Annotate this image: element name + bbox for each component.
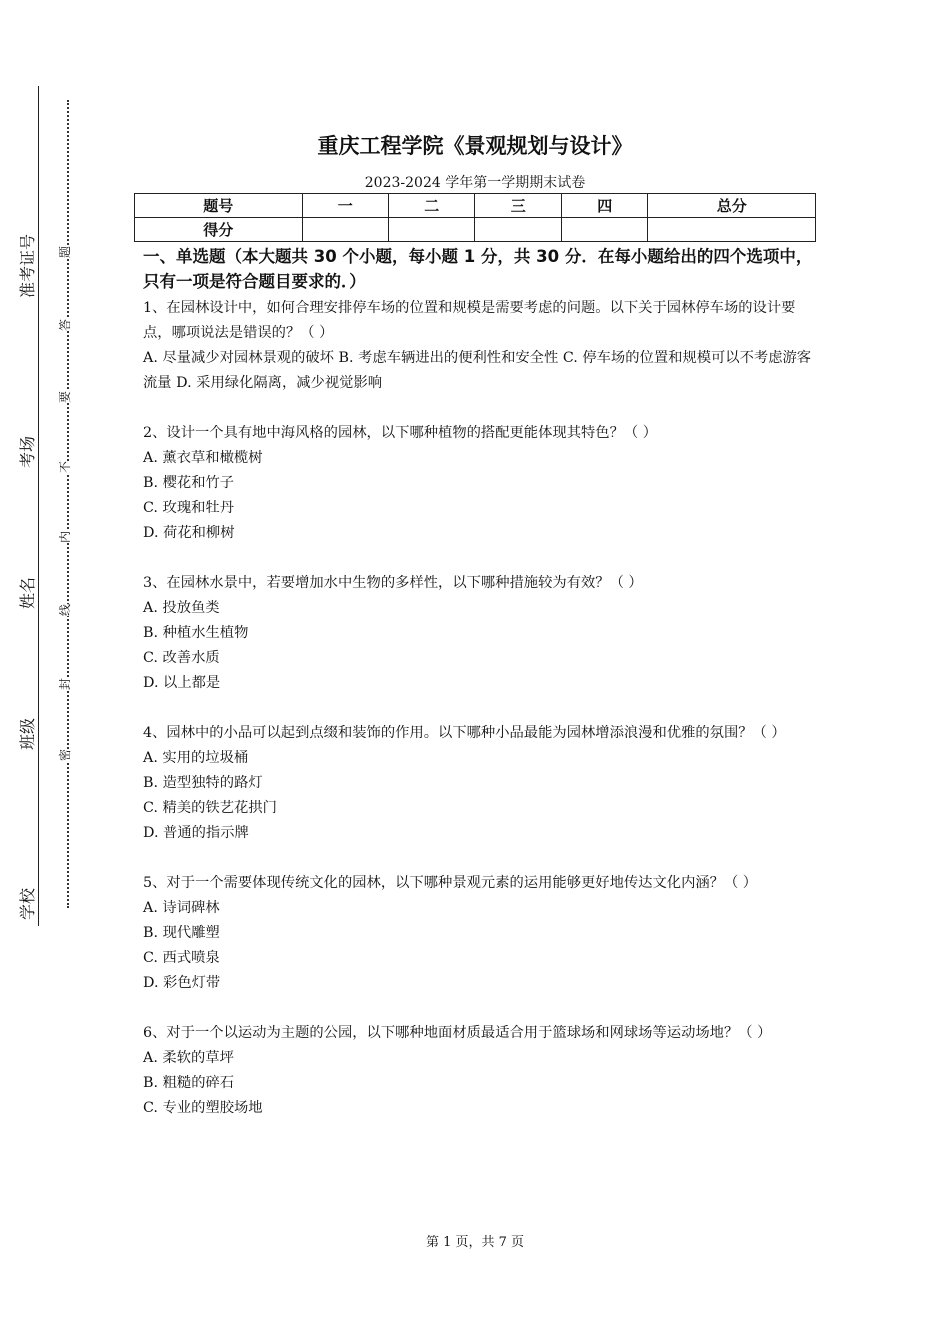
exam-content (143, 244, 819, 1146)
question-stem: 1、在园林设计中，如何合理安排停车场的位置和规模是需要考虑的问题。以下关于园林停车场的设计要点，哪项说法是错误的？（ ） (143, 300, 796, 341)
seal-char: 不 (58, 460, 73, 474)
option-c: C. 西式喷泉 (143, 950, 220, 966)
option-b: B. 造型独特的路灯 (143, 775, 263, 791)
option-c: C. 改善水质 (143, 650, 220, 666)
option-b: B. 粗糙的碎石 (143, 1075, 235, 1091)
seal-char: 密 (58, 748, 73, 762)
score-cell (302, 218, 388, 242)
field-exam-room: 考场 (20, 426, 36, 470)
option-a: A. 柔软的草坪 (143, 1050, 234, 1066)
exam-title: 重庆工程学院《景观规划与设计》 (317, 134, 633, 158)
seal-char: 封 (58, 677, 73, 691)
seal-char: 题 (58, 245, 73, 259)
question-stem: 4、园林中的小品可以起到点缀和装饰的作用。以下哪种小品最能为园林增添浪漫和优雅的氛围？（ ） (143, 725, 786, 741)
option-b: B. 樱花和竹子 (143, 475, 235, 491)
score-header-cell: 总分 (648, 194, 816, 218)
score-cell (648, 218, 816, 242)
page-number: 第 1 页，共 7 页 (425, 1235, 525, 1250)
option-a: A. 实用的垃圾桶 (143, 750, 249, 766)
score-table (134, 193, 816, 242)
score-header-cell: 题号 (135, 194, 303, 218)
option-a: A. 投放鱼类 (143, 600, 220, 616)
field-name: 姓名 (20, 567, 36, 611)
field-exam-number: 准考证号 (18, 233, 37, 298)
binding-solid-line (38, 86, 39, 926)
score-table-header-row (135, 194, 816, 218)
exam-subtitle: 2023-2024 学年第一学期期末试卷 (364, 175, 586, 191)
section-heading: 一、单选题（本大题共 30 个小题，每小题 1 分，共 30 分．在每小题给出的四个选项中，只有一项是符合题目要求的．） (143, 247, 813, 291)
seal-char: 内 (58, 530, 73, 544)
score-cell (475, 218, 561, 242)
question-stem: 5、对于一个需要体现传统文化的园林，以下哪种景观元素的运用能够更好地传达文化内涵？（ ） (143, 875, 758, 891)
question-stem: 6、对于一个以运动为主题的公园，以下哪种地面材质最适合用于篮球场和网球场等运动场地？（ ） (143, 1025, 772, 1041)
option-d: D. 普通的指示牌 (143, 825, 249, 841)
question-5 (143, 871, 819, 996)
question-1 (143, 296, 819, 396)
field-school: 学校 (20, 878, 36, 922)
option-b: B. 种植水生植物 (143, 625, 249, 641)
seal-char: 答 (58, 318, 73, 332)
seal-char: 线 (58, 603, 73, 617)
question-2 (143, 421, 819, 546)
option-a: A. 诗词碑林 (143, 900, 220, 916)
question-stem: 2、设计一个具有地中海风格的园林，以下哪种植物的搭配更能体现其特色？（ ） (143, 425, 658, 441)
question-4 (143, 721, 819, 846)
field-class: 班级 (20, 708, 36, 752)
option-d: D. 彩色灯带 (143, 975, 221, 991)
option-d: D. 荷花和柳树 (143, 525, 235, 541)
option-c: C. 玫瑰和牡丹 (143, 500, 235, 516)
binding-strip (0, 0, 110, 1344)
score-header-cell: 三 (475, 194, 561, 218)
score-table-score-row (135, 218, 816, 242)
question-stem: 3、在园林水景中，若要增加水中生物的多样性，以下哪种措施较为有效？（ ） (143, 575, 643, 591)
score-header-cell: 四 (561, 194, 647, 218)
binding-dotted-line (67, 100, 69, 908)
question-3 (143, 571, 819, 696)
seal-char: 要 (58, 390, 73, 404)
option-a: A. 薰衣草和橄榄树 (143, 450, 263, 466)
question-6 (143, 1021, 819, 1121)
option-d: D. 以上都是 (143, 675, 221, 691)
score-header-cell: 一 (302, 194, 388, 218)
question-options-inline: A. 尽量减少对园林景观的破坏 B. 考虑车辆进出的便利性和安全性 C. 停车场的位置和规模可以不考虑游客流量 D. 采用绿化隔离，减少视觉影响 (143, 350, 812, 391)
option-c: C. 精美的铁艺花拱门 (143, 800, 277, 816)
option-b: B. 现代雕塑 (143, 925, 220, 941)
score-header-cell: 二 (388, 194, 474, 218)
score-row-label: 得分 (135, 218, 303, 242)
score-cell (561, 218, 647, 242)
option-c: C. 专业的塑胶场地 (143, 1100, 263, 1116)
score-cell (388, 218, 474, 242)
